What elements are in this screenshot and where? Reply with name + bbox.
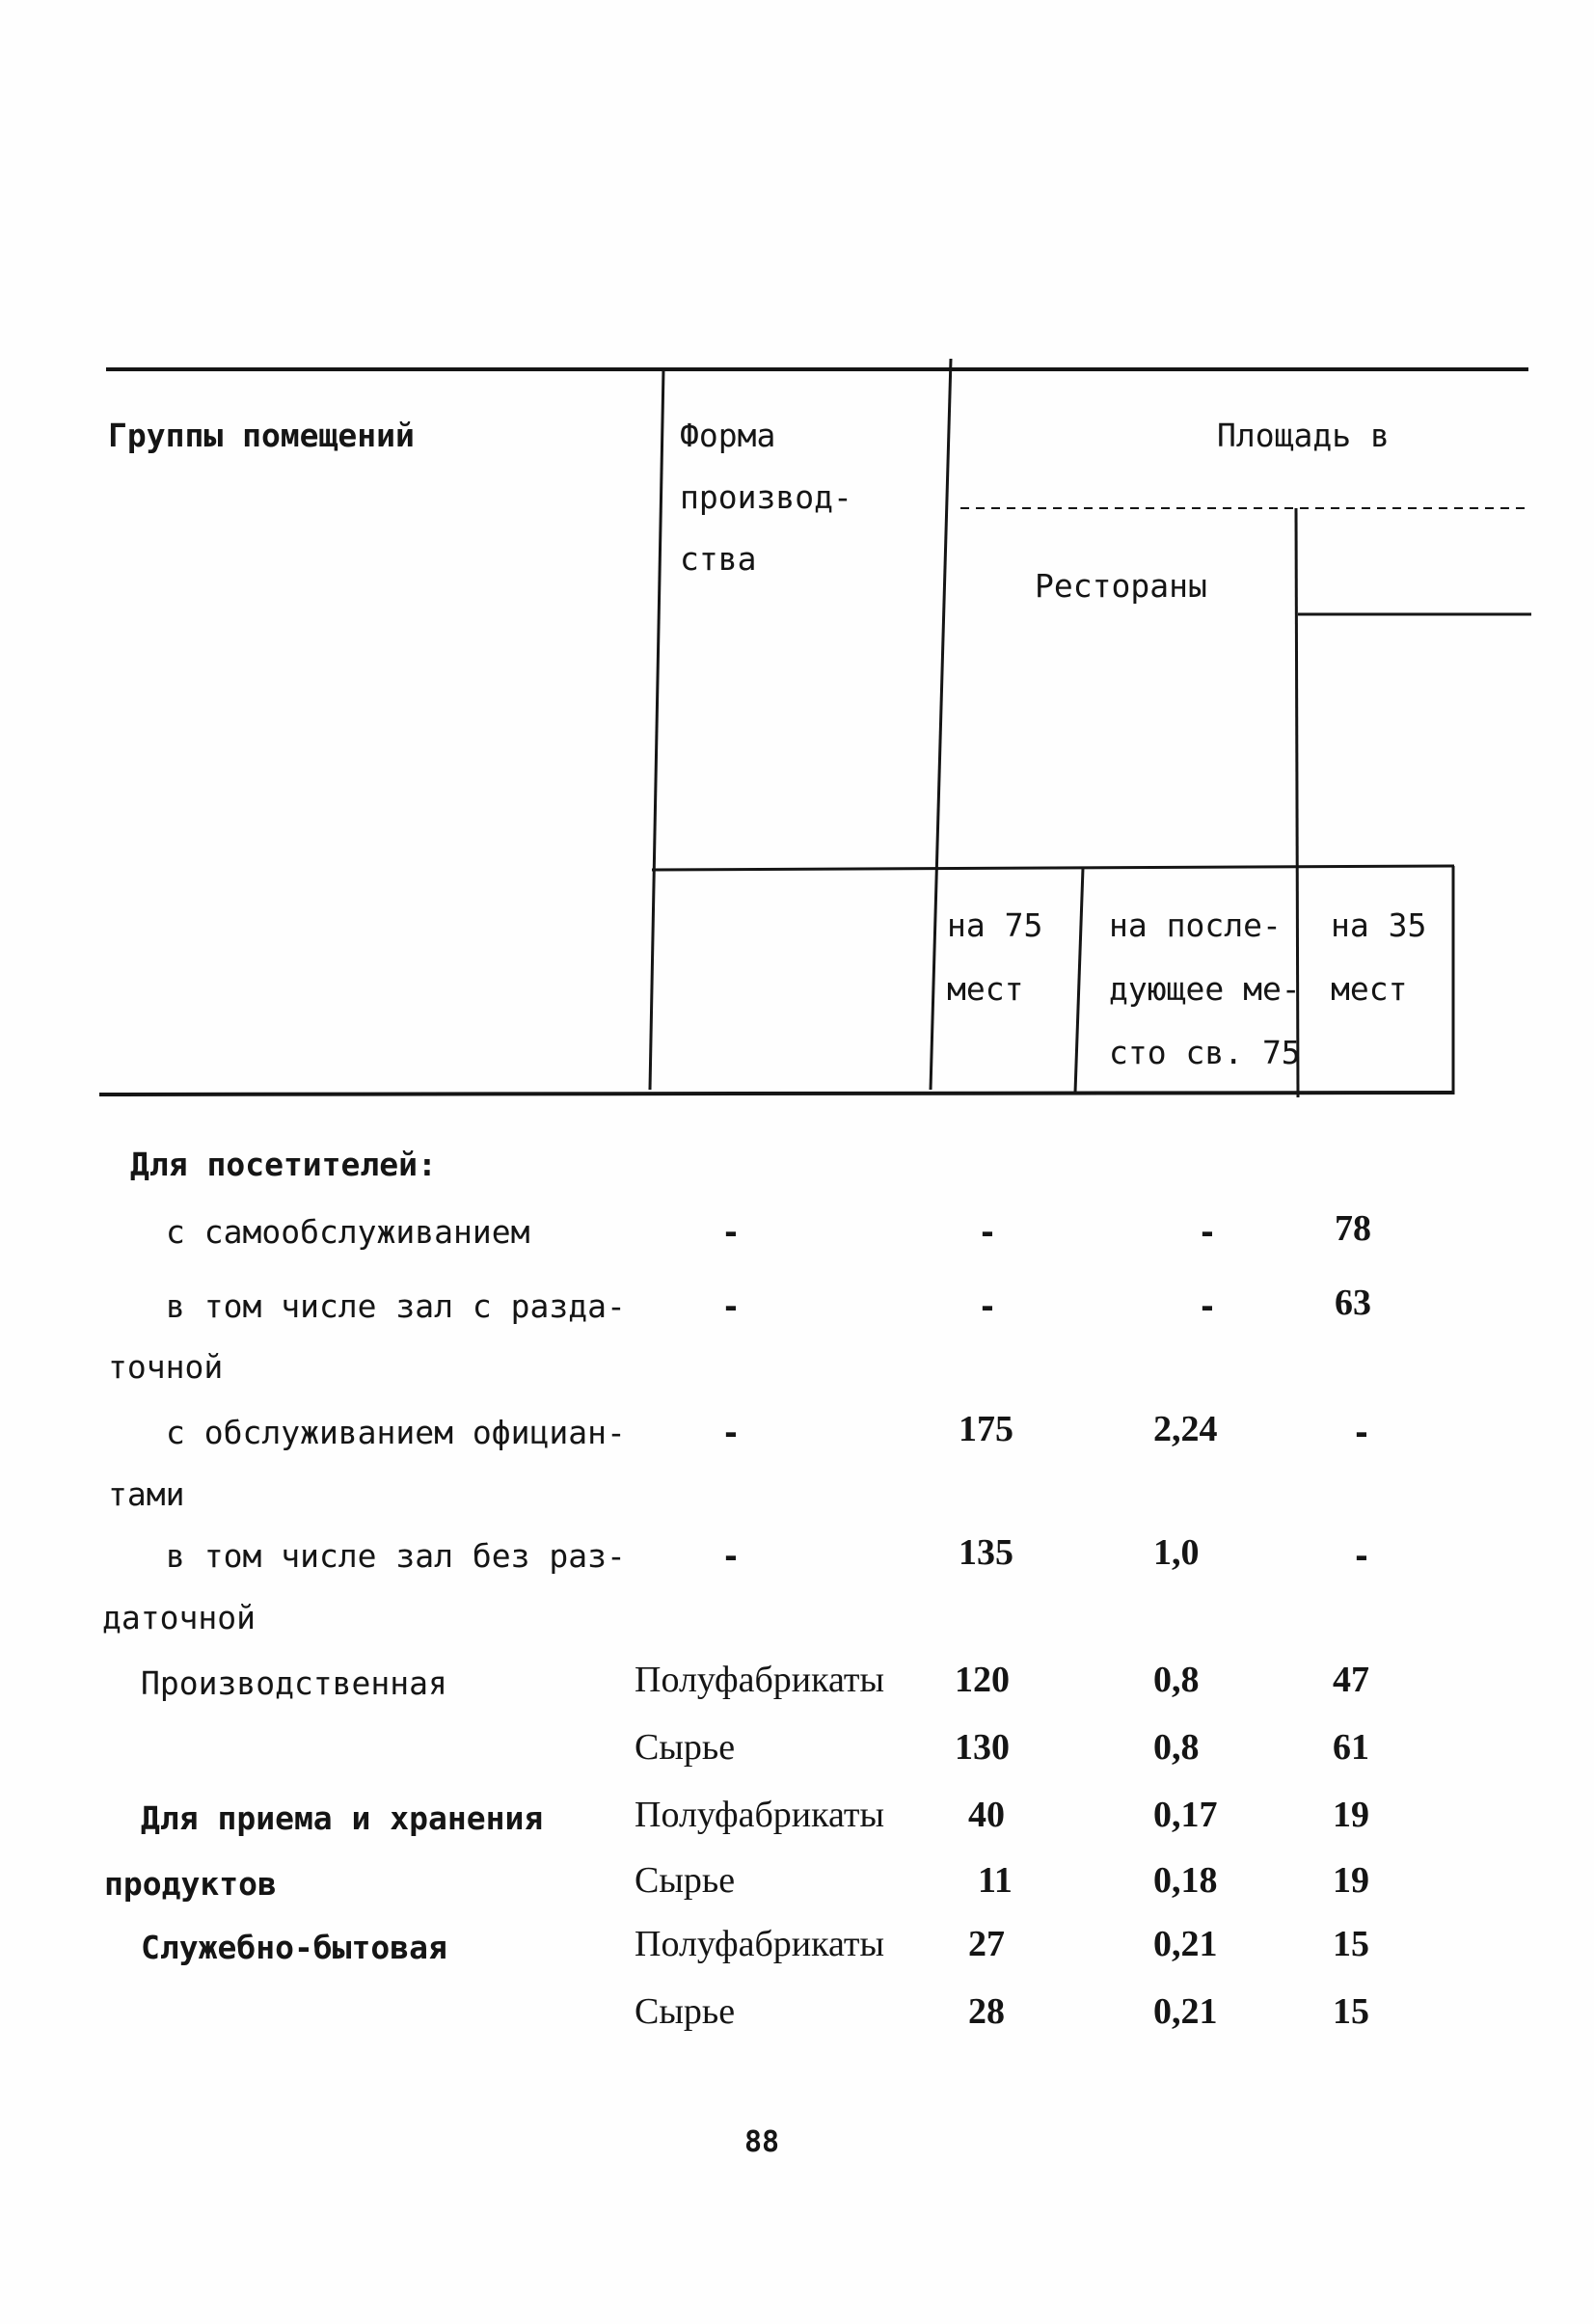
cell-v75: 130 <box>955 1727 1010 1768</box>
cell-vnext: 2,24 <box>1153 1409 1218 1449</box>
cell-vnext: 0,18 <box>1153 1860 1218 1901</box>
row-label-line2: тами <box>108 1475 185 1513</box>
cell-form: Полуфабрикаты <box>635 1660 885 1700</box>
cell-v35: - <box>1352 1414 1371 1451</box>
cell-v35: 19 <box>1333 1795 1369 1835</box>
header-form-col-line3: ства <box>680 540 757 578</box>
header-form-col-line2: производ- <box>680 478 852 516</box>
page-number: 88 <box>744 2125 780 2159</box>
row-label-line1: с обслуживанием официан- <box>166 1414 626 1451</box>
cell-form: Сырье <box>635 1991 736 2032</box>
cell-v35: 61 <box>1333 1727 1369 1768</box>
row-label-line1: в том числе зал с разда- <box>166 1287 626 1325</box>
header-bottom-rule <box>99 1093 1454 1094</box>
cell-form: - <box>721 1414 741 1451</box>
cell-form: - <box>721 1287 741 1325</box>
row-label: Служебно-бытовая <box>141 1929 447 1966</box>
cell-v35: 19 <box>1333 1860 1369 1901</box>
cell-v35: 47 <box>1333 1660 1369 1700</box>
header-sub-next-line3: сто св. 75 <box>1109 1034 1301 1071</box>
cell-form: Сырье <box>635 1860 736 1901</box>
cell-v75: 27 <box>968 1924 1005 1964</box>
cell-v75: 175 <box>959 1409 1013 1449</box>
cell-v35: 63 <box>1335 1283 1371 1323</box>
cell-v35: 78 <box>1335 1208 1371 1249</box>
cell-vnext: 0,8 <box>1153 1727 1200 1768</box>
cell-form: Полуфабрикаты <box>635 1795 885 1835</box>
row-label-line1: в том числе зал без раз- <box>166 1537 626 1575</box>
cell-v75: 40 <box>968 1795 1005 1835</box>
cell-vnext: 0,21 <box>1153 1991 1218 2032</box>
row-label-line2: точной <box>108 1348 224 1386</box>
cell-v75: - <box>978 1287 997 1325</box>
cell-v75: 11 <box>978 1860 1013 1901</box>
cell-vnext: 0,21 <box>1153 1924 1218 1964</box>
cell-vnext: 0,8 <box>1153 1660 1200 1700</box>
header-restaurants: Рестораны <box>1035 567 1207 605</box>
cell-vnext: 0,17 <box>1153 1795 1218 1835</box>
header-sub-next-line2: дующее ме- <box>1109 970 1301 1008</box>
form-col-left-border <box>650 369 663 1090</box>
cell-vnext: - <box>1198 1287 1217 1325</box>
cell-vnext: 1,0 <box>1153 1532 1200 1573</box>
section-title-visitors: Для посетителей: <box>130 1146 437 1183</box>
row-label: Производственная <box>141 1664 447 1702</box>
cell-form: - <box>721 1213 741 1251</box>
restaurants-right-border <box>1296 508 1298 1097</box>
header-sub-75-line2: мест <box>947 970 1024 1008</box>
header-sub-next-line1: на после- <box>1109 906 1282 944</box>
subheader-rule <box>652 866 1454 870</box>
sub-75-right-border <box>1075 868 1083 1093</box>
cell-v35: 15 <box>1333 1924 1369 1964</box>
row-label: Для приема и хранения <box>141 1799 544 1837</box>
header-sub-35-line1: на 35 <box>1331 906 1427 944</box>
cell-v75: 28 <box>968 1991 1005 2032</box>
cell-vnext: - <box>1198 1213 1217 1251</box>
header-group-col: Группы помещений <box>108 417 415 454</box>
cell-v75: 120 <box>955 1660 1010 1700</box>
header-sub-75-line1: на 75 <box>947 906 1043 944</box>
cell-v35: - <box>1352 1537 1371 1575</box>
cell-v75: - <box>978 1213 997 1251</box>
cell-v75: 135 <box>959 1532 1013 1573</box>
row-label: продуктов <box>104 1865 277 1903</box>
header-sub-35-line2: мест <box>1331 970 1408 1008</box>
row-label: с самообслуживанием <box>166 1213 530 1251</box>
header-form-col-line1: Форма <box>680 417 776 454</box>
cell-form: Сырье <box>635 1727 736 1768</box>
cell-v35: 15 <box>1333 1991 1369 2032</box>
header-area-col: Площадь в <box>1217 417 1390 454</box>
cell-form: - <box>721 1537 741 1575</box>
row-label-line2: даточной <box>102 1599 256 1636</box>
cell-form: Полуфабрикаты <box>635 1924 885 1964</box>
